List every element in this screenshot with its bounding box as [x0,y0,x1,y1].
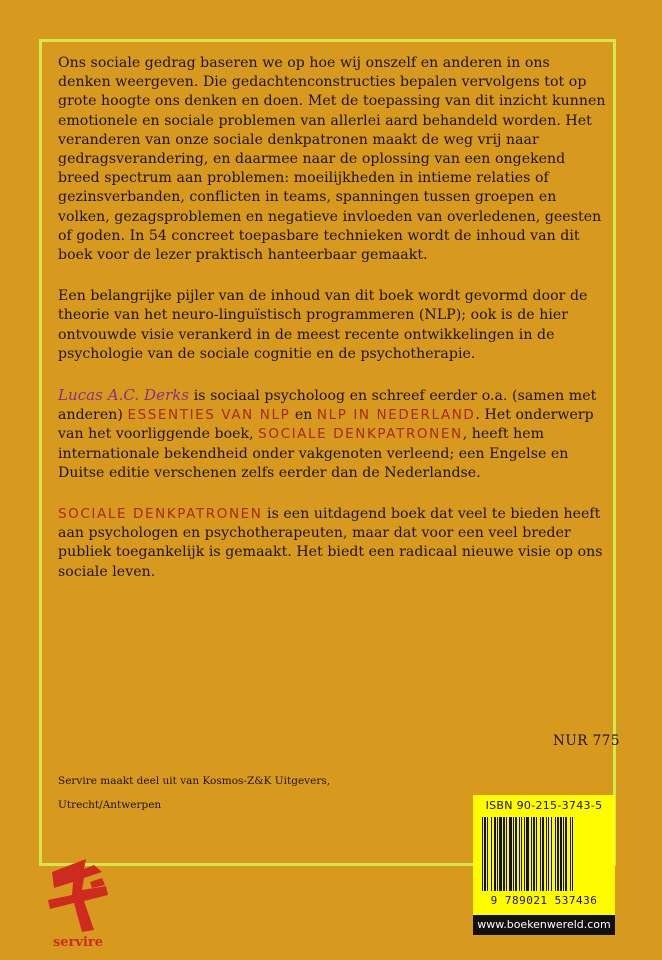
author-text-2: en [290,407,317,424]
barcode-bar [526,817,529,891]
barcode-bar [540,817,541,891]
barcode-bar [542,817,544,891]
servire-logo-icon [46,856,110,934]
publisher-line-1: Servire maakt deel uit van Kosmos-Z&K Uitgevers, [58,775,331,787]
barcode-bar [521,817,522,891]
barcode-bar [572,817,573,891]
ean-digits: 9 789021 537436 [490,894,598,907]
paragraph-nlp: Een belangrijke pijler van de inhoud van dit boek wordt gevormd door de theorie van het neuro-linguïstisch programmeren (NLP); ook is de hier ontvouwde visie verankerd in de meest recente ontwikkelingen in de psychologie van de sociale cognitie en de psychotherapie. [58,288,588,362]
barcode-bar [560,817,562,891]
barcode-bar [551,817,552,891]
author-name: Lucas A.C. Derks [58,386,190,405]
publisher-line-2: Utrecht/Antwerpen [58,799,162,811]
barcode-bar [494,817,496,891]
barcode-bar [555,817,556,891]
book-title-nlp-nederland: NLP IN NEDERLAND [316,407,476,424]
barcode-bar [499,817,502,891]
author-text-3: . Het onderwerp van het voorliggende boek, [58,407,594,443]
nur-code: NUR 775 [553,733,620,749]
barcode-bar [513,817,514,891]
author-text-1: is sociaal psycholoog en schreef eerder o.a. (samen met anderen) [58,388,597,424]
paragraph-author [58,386,606,483]
barcode-bar [548,817,549,891]
barcode-bar [506,817,507,891]
barcode-bar [484,817,486,891]
logo-wordmark: servire [52,935,104,950]
isbn-number: ISBN 90-215-3743-5 [485,799,603,812]
barcode-bar [563,817,564,891]
barcode-bar [482,817,483,891]
barcode-panel [473,795,615,915]
barcode-bar [509,817,512,891]
book-title-sociale-denkpatronen: SOCIALE DENKPATRONEN [258,426,463,443]
barcode-bars [481,817,607,891]
publisher-info [58,769,330,817]
barcode-bar [531,817,532,891]
barcode-bar [503,817,505,891]
barcode-bar [536,817,537,891]
book-title-essenties: ESSENTIES VAN NLP [127,407,291,424]
barcode-bar [557,817,559,891]
paragraph-summary [58,505,606,582]
barcode-bar [515,817,517,891]
author-text-4: , heeft hem internationale bekendheid onder vakgenoten verleend; een Engelse en Duitse editie verschenen zelfs eerder dan de Nederlandse. [58,426,569,481]
barcode-bar [524,817,525,891]
barcode-bar [497,817,498,891]
barcode-bar [546,817,547,891]
barcode-bar [487,817,488,891]
barcode-bar [519,817,520,891]
paragraph-intro: Ons sociale gedrag baseren we op hoe wij onszelf en anderen in ons denken weergeven. Die gedachtenconstructies bepalen vervolgens tot op grote hoogte ons denken en doen. Met de toepassing van dit inzicht kunnen emotionele en sociale problemen van allerlei aard behandeld worden. Het veranderen van onze sociale denkpatronen maakt de weg vrij naar gedragsverandering, en daarmee naar de oplossing van een ongekend breed spectrum aan problemen: moeilijkheden in intieme relaties of gezinsverbanden, conflicten in teams, spanningen tussen groepen en volken, gezagsproblemen en negatieve invloeden van overledenen, geesten of goden. In 54 concreet toepasbare technieken wordt de inhoud van dit boek voor de lezer praktisch hanteerbaar gemaakt. [58,55,606,264]
book-title-summary: SOCIALE DENKPATRONEN [58,506,263,523]
barcode-bar [533,817,535,891]
barcode-bar [565,817,567,891]
back-cover-text [58,54,606,604]
barcode-bar [570,817,571,891]
summary-text: is een uitdagend boek dat veel te bieden heeft aan psychologen en psychotherapeuten, maar dat voor een veel breder publiek toegankelijk is gemaakt. Het biedt een radicaal nieuwe visie op ons sociale leven. [58,506,603,580]
website-label: www.boekenwereld.com [473,915,615,935]
barcode-bar [491,817,492,891]
